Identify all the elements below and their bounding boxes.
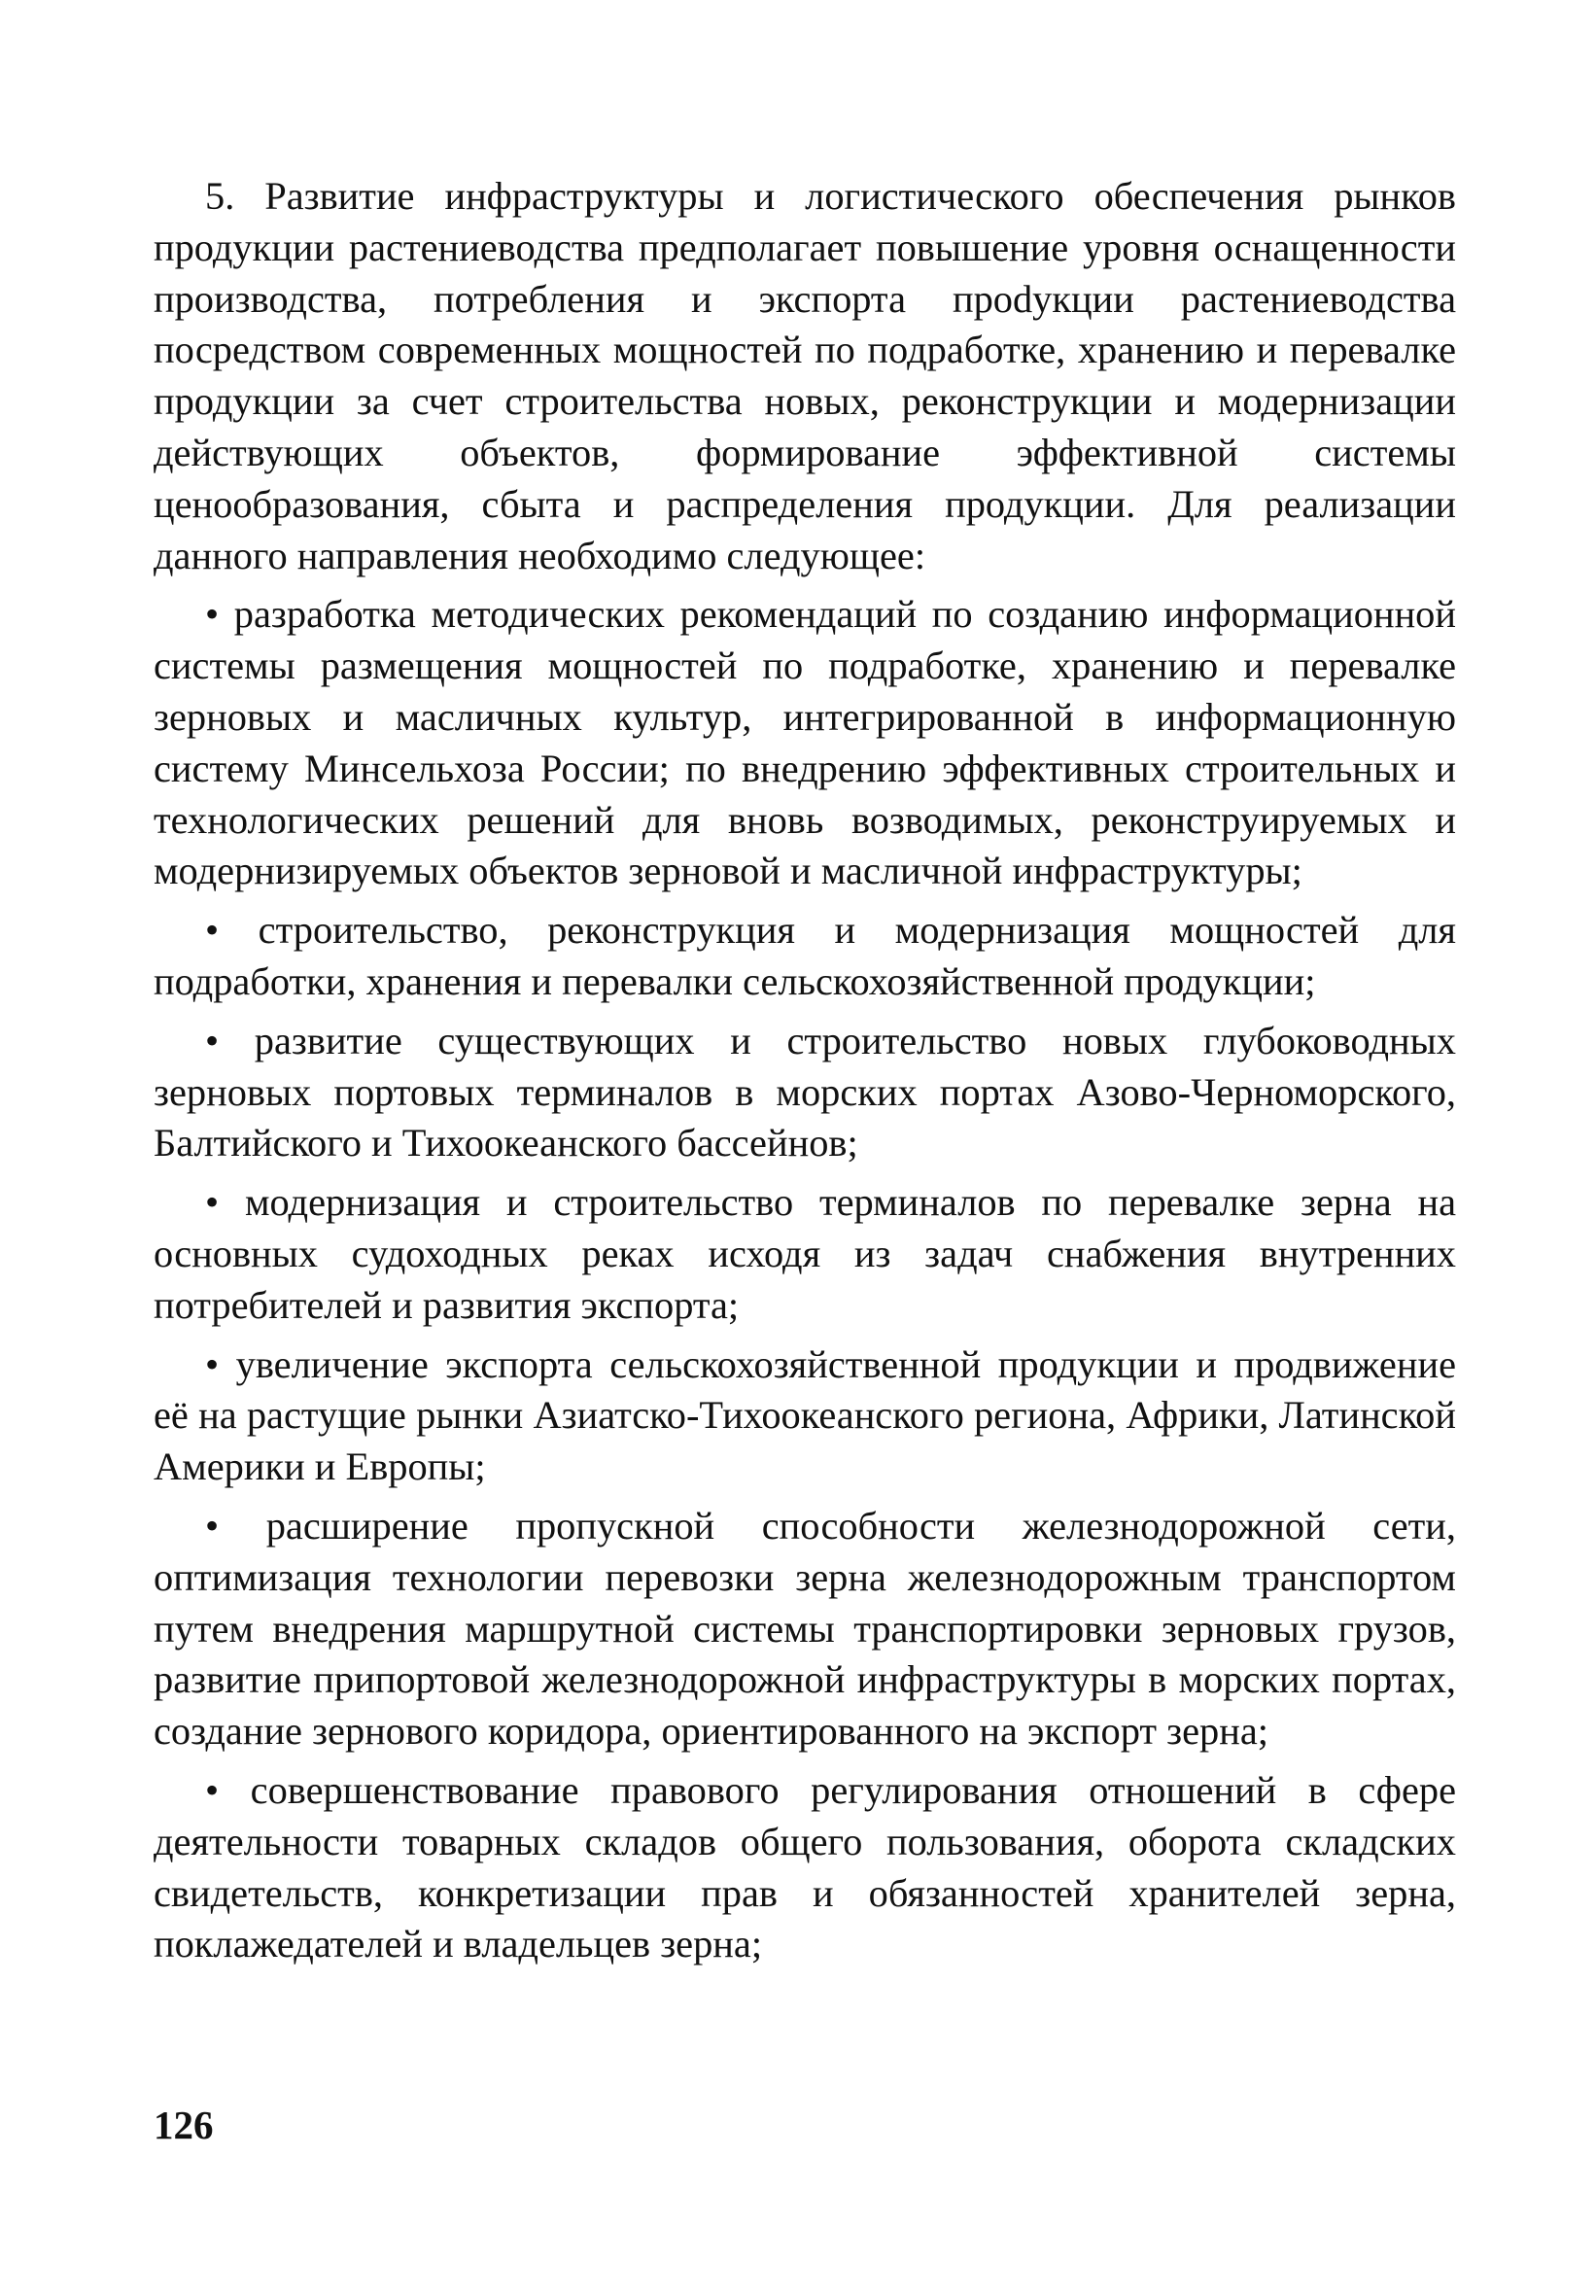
bullet-item-5: • увеличение экспорта сельскохозяйственной продукции и продвижение её на растущие рынки Азиатско-Тихоокеанского региона, Африки, Латинской Америки и Европы; [154,1341,1456,1489]
page-number: 126 [154,2103,214,2147]
bullet-item-1: • разработка методических рекомендаций по созданию информационной системы размещения мощностей по подработке, хранению и перевалке зерновых и масличных культур, интегрированной в информационную систему Минсельхоза России; по внедрению эффективных строительных и технологических решений для вновь возводимых, реконструируемых и модернизируемых объектов зерновой и масличной инфраструктуры; [154,592,1456,893]
bullet-item-6: • расширение пропускной способности железнодорожной сети, оптимизация технологии перевозки зерна железнодорожным транспортом путем внедрения маршрутной системы транспортировки зерновых грузов, развитие припортовой железнодорожной инфраструктуры в морских портах, создание зернового коридора, ориентированного на экспорт зерна; [154,1503,1456,1754]
bullet-item-3: • развитие существующих и строительство новых глубоководных зерновых портовых терминалов в морских портах Азово-Черноморского, Балтийского и Тихоокеанского бассейнов; [154,1018,1456,1165]
intro-paragraph: 5. Развитие инфраструктуры и логистического обеспечения рынков продукции растениеводства предполагает повышение уровня оснащенности производства, потребления и экспорта проdукции растениеводства посредством современных мощностей по подработке, хранению и перевалке продукции за счет строительства новых, реконструкции и модернизации действующих объектов, формирование эффективной системы ценообразования, сбыта и распределения продукции. Для реализации данного направления необходимо следующее: [154,174,1456,577]
bullet-item-4: • модернизация и строительство терминалов по перевалке зерна на основных судоходных реках исходя из задач снабжения внутренних потребителей и развития экспорта; [154,1180,1456,1327]
bullet-item-2: • строительство, реконструкция и модернизация мощностей для подработки, хранения и перевалки сельскохозяйственной продукции; [154,908,1456,1003]
bullet-item-7: • совершенствование правового регулирования отношений в сфере деятельности товарных складов общего пользования, оборота складских свидетельств, конкретизации прав и обязанностей хранителей зерна, поклажедателей и владельцев зерна; [154,1767,1456,1966]
page-body [154,171,1456,1970]
